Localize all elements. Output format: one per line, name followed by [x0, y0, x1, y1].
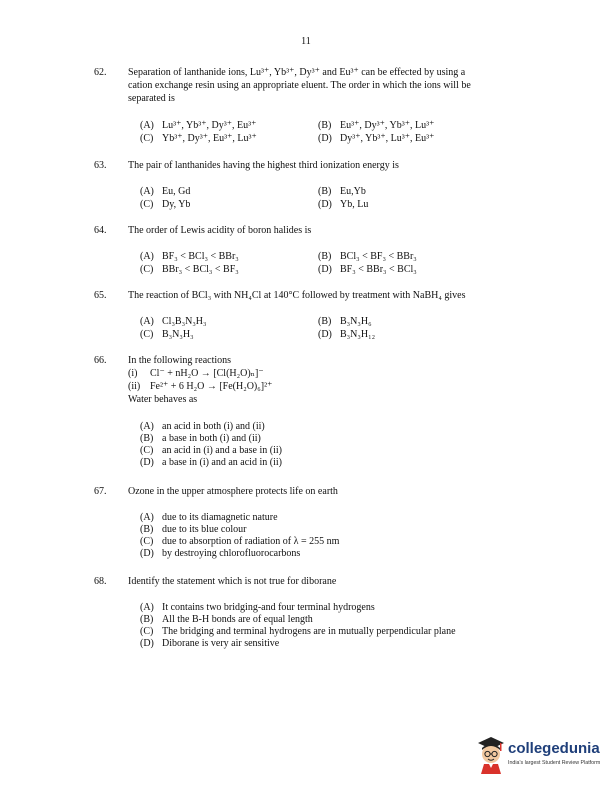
page-number: 11: [301, 36, 311, 47]
option-a: (A) an acid in both (i) and (ii): [140, 421, 265, 432]
reaction-ii: (ii) Fe²⁺ + 6 H₂O → [Fe(H₂O)₆]²⁺: [128, 381, 273, 392]
collegedunia-logo[interactable]: [472, 730, 612, 780]
option-a: (A) Lu³⁺, Yb³⁺, Dy³⁺, Eu³⁺: [140, 120, 257, 131]
question-text-line: The reaction of BCl₃ with NH₄Cl at 140°C followed by treatment with NaBH₄ gives: [128, 290, 466, 301]
option-b: (B) B₃N₃H₆: [318, 316, 372, 327]
option-d: (D) B₃N₃H₁₂: [318, 329, 376, 340]
logo-wordmark: collegedunia: [508, 740, 600, 757]
question-number: 63.: [94, 160, 107, 171]
question-text-line: In the following reactions: [128, 355, 232, 366]
option-d: (D) Diborane is very air sensitive: [140, 638, 280, 649]
option-b: (B) due to its blue colour: [140, 524, 247, 535]
student-mascot-icon: [476, 734, 506, 774]
question-number: 68.: [94, 576, 107, 587]
option-c: (C) B₃N₃H₃: [140, 329, 194, 340]
question-text-line: The pair of lanthanides having the highest third ionization energy is: [128, 160, 399, 171]
option-a: (A) It contains two bridging-and four terminal hydrogens: [140, 602, 375, 613]
option-a: (A) Eu, Gd: [140, 186, 191, 197]
question-text-line: The order of Lewis acidity of boron halides is: [128, 225, 312, 236]
question-number: 67.: [94, 486, 107, 497]
question-text-line: Ozone in the upper atmosphere protects life on earth: [128, 486, 338, 497]
option-d: (D) BF₃ < BBr₃ < BCl₃: [318, 264, 417, 275]
option-b: (B) Eu³⁺, Dy³⁺, Yb³⁺, Lu³⁺: [318, 120, 435, 131]
reaction-i: (i) Cl⁻ + nH₂O → [Cl(H₂O)ₙ]⁻: [128, 368, 264, 379]
question-number: 66.: [94, 355, 107, 366]
option-c: (C) The bridging and terminal hydrogens are in mutually perpendicular plane: [140, 626, 456, 637]
option-d: (D) by destroying chlorofluorocarbons: [140, 548, 301, 559]
option-c: (C) BBr₃ < BCl₃ < BF₃: [140, 264, 239, 275]
option-a: (A) Cl₃B₃N₃H₃: [140, 316, 207, 327]
logo-tagline: India's largest Student Review Platform: [508, 760, 601, 766]
option-d: (D) a base in (i) and an acid in (ii): [140, 457, 282, 468]
option-d: (D) Yb, Lu: [318, 199, 369, 210]
question-number: 65.: [94, 290, 107, 301]
question-text-line: Separation of lanthanide ions, Lu³⁺, Yb³⁺, Dy³⁺ and Eu³⁺ can be effected by using a: [128, 67, 466, 78]
option-c: (C) Yb³⁺, Dy³⁺, Eu³⁺, Lu³⁺: [140, 133, 257, 144]
option-b: (B) a base in both (i) and (ii): [140, 433, 261, 444]
option-a: (A) due to its diamagnetic nature: [140, 512, 278, 523]
option-b: (B) BCl₃ < BF₃ < BBr₃: [318, 251, 417, 262]
option-d: (D) Dy³⁺, Yb³⁺, Lu³⁺, Eu³⁺: [318, 133, 435, 144]
question-text-line: cation exchange resin using an appropriate eluent. The order in which the ions will be: [128, 80, 471, 91]
option-c: (C) due to absorption of radiation of λ = 255 nm: [140, 536, 340, 547]
question-text-line: Identify the statement which is not true for diborane: [128, 576, 337, 587]
option-a: (A) BF₃ < BCl₃ < BBr₃: [140, 251, 239, 262]
option-b: (B) Eu,Yb: [318, 186, 366, 197]
question-text-line: separated is: [128, 93, 175, 104]
question-text-line: Water behaves as: [128, 394, 198, 405]
question-number: 64.: [94, 225, 107, 236]
option-b: (B) All the B-H bonds are of equal length: [140, 614, 313, 625]
question-number: 62.: [94, 67, 107, 78]
option-c: (C) an acid in (i) and a base in (ii): [140, 445, 282, 456]
option-c: (C) Dy, Yb: [140, 199, 191, 210]
